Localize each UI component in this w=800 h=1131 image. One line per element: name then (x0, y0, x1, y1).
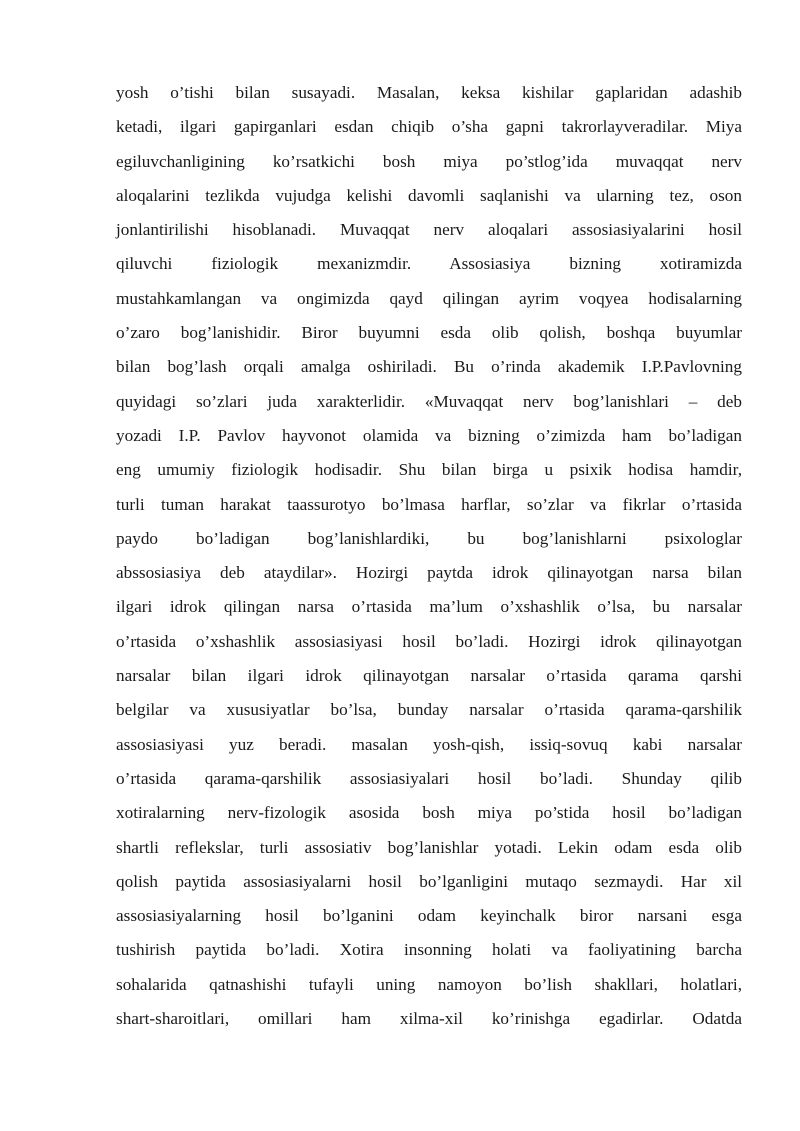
text-line: o’zaro bog’lanishidir. Biror buyumni esda olib qolish, boshqa buyumlar (116, 323, 742, 343)
text-line: bilan bog’lash orqali amalga oshiriladi. Bu o’rinda akademik I.P.Pavlovning (116, 357, 742, 377)
text-line: ketadi, ilgari gapirganlari esdan chiqib o’sha gapni takrorlayveradilar. Miya (116, 117, 742, 137)
text-line: qiluvchi fiziologik mexanizmdir. Assosiasiya bizning xotiramizda (116, 254, 742, 274)
text-line: qolish paytida assosiasiyalarni hosil bo’lganligini mutaqo sezmaydi. Har xil (116, 871, 742, 891)
text-line: assosiasiyalarning hosil bo’lganini odam keyinchalk biror narsani esga (116, 906, 742, 926)
text-line: o’rtasida o’xshashlik assosiasiyasi hosil bo’ladi. Hozirgi idrok qilinayotgan (116, 631, 742, 651)
text-line: ilgari idrok qilingan narsa o’rtasida ma’lum o’xshashlik o’lsa, bu narsalar (116, 597, 742, 617)
text-line: mustahkamlangan va ongimizda qayd qilingan ayrim voqyea hodisalarning (116, 288, 742, 308)
text-line: aloqalarini tezlikda vujudga kelishi davomli saqlanishi va ularning tez, oson (116, 185, 742, 205)
text-line: xotiralarning nerv-fizologik asosida bosh miya po’stida hosil bo’ladigan (116, 803, 742, 823)
text-line: abssosiasiya deb ataydilar». Hozirgi paytda idrok qilinayotgan narsa bilan (116, 563, 742, 583)
text-line: belgilar va xususiyatlar bo’lsa, bunday narsalar o’rtasida qarama-qarshilik (116, 700, 742, 720)
text-line: yosh o’tishi bilan susayadi. Masalan, keksa kishilar gaplaridan adashib (116, 83, 742, 102)
text-line: sohalarida qatnashishi tufayli uning namoyon bo’lish shakllari, holatlari, (116, 974, 742, 994)
text-line: yozadi I.P. Pavlov hayvonot olamida va bizning o’zimizda ham bo’ladigan (116, 425, 742, 445)
text-line: paydo bo’ladigan bog’lanishlardiki, bu bog’lanishlarni psixologlar (116, 528, 742, 548)
text-line: egiluvchanligining ko’rsatkichi bosh miya po’stlog’ida muvaqqat nerv (116, 151, 742, 171)
text-line: shart-sharoitlari, omillari ham xilma-xil ko’rinishga egadirlar. Odatda (116, 1009, 742, 1029)
text-line: o’rtasida qarama-qarshilik assosiasiyalari hosil bo’ladi. Shunday qilib (116, 768, 742, 788)
text-line: narsalar bilan ilgari idrok qilinayotgan narsalar o’rtasida qarama qarshi (116, 666, 742, 686)
text-line: tushirish paytida bo’ladi. Xotira insonning holati va faoliyatining barcha (116, 940, 742, 960)
body-text (116, 76, 742, 1036)
text-line: shartli reflekslar, turli assosiativ bog’lanishlar yotadi. Lekin odam esda olib (116, 837, 742, 857)
text-line: quyidagi so’zlari juda xarakterlidir. «Muvaqqat nerv bog’lanishlari – deb (116, 391, 742, 411)
text-line: eng umumiy fiziologik hodisadir. Shu bilan birga u psixik hodisa hamdir, (116, 460, 742, 480)
text-line: jonlantirilishi hisoblanadi. Muvaqqat nerv aloqalari assosiasiyalarini hosil (116, 220, 742, 240)
text-line: turli tuman harakat taassurotyo bo’lmasa harflar, so’zlar va fikrlar o’rtasida (116, 494, 742, 514)
text-line: assosiasiyasi yuz beradi. masalan yosh-qish, issiq-sovuq kabi narsalar (116, 734, 742, 754)
